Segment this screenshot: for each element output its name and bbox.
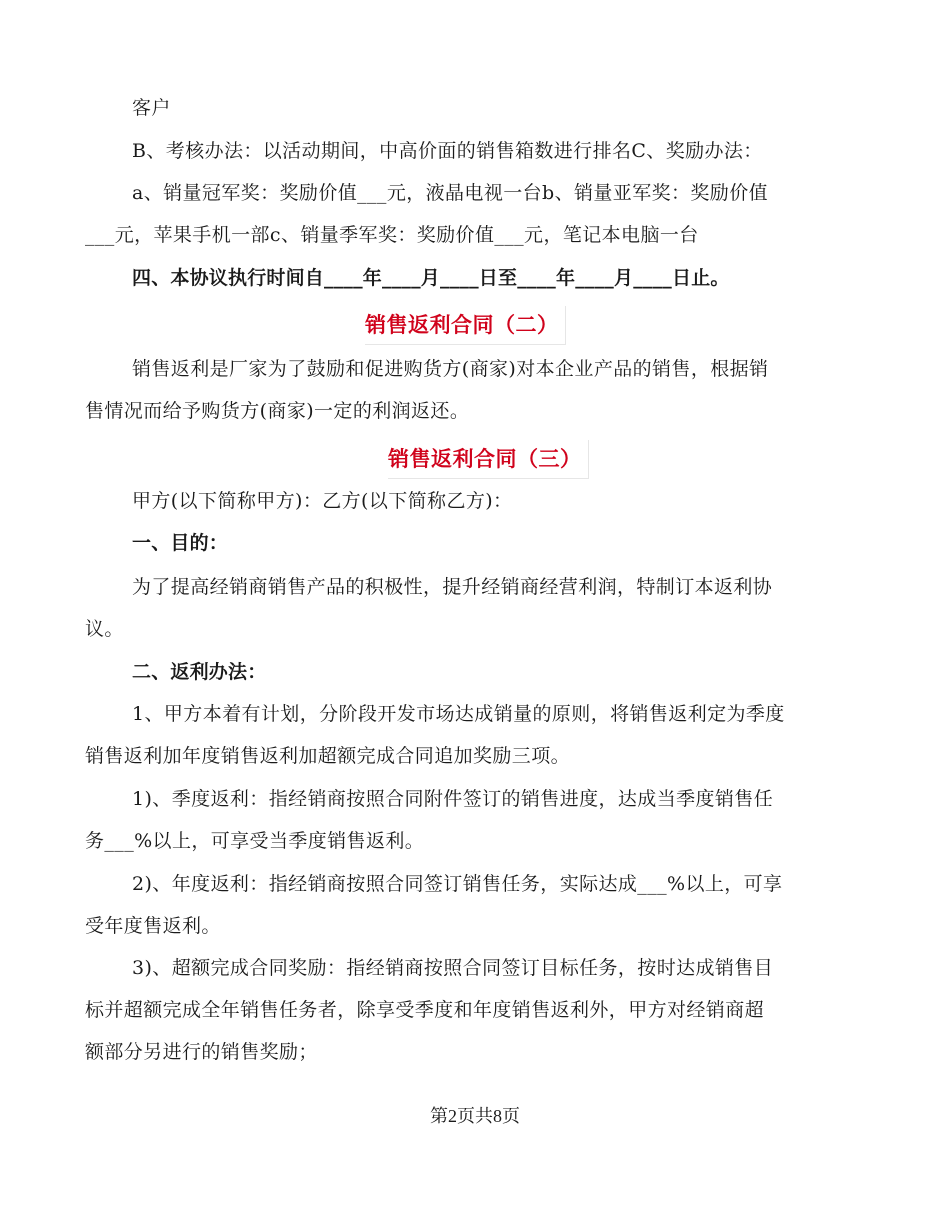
text-line-award-a: a、销量冠军奖：奖励价值___元，液晶电视一台b、销量亚军奖：奖励价值 (132, 182, 768, 204)
text-line-quarterly-rebate-a: 1)、季度返利：指经销商按照合同附件签订的销售进度，达成当季度销售任 (132, 788, 774, 810)
text-line-excess-award-a: 3)、超额完成合同奖励：指经销商按照合同签订目标任务，按时达成销售目 (132, 957, 774, 979)
text-line-item-1-b: 销售返利加年度销售返利加超额完成合同追加奖励三项。 (85, 745, 571, 767)
text-line-parties: 甲方(以下简称甲方)：乙方(以下简称乙方)： (132, 490, 513, 512)
heading-contract-three: 销售返利合同（三） (388, 440, 589, 479)
text-line-excess-award-b: 标并超额完成全年销售任务者，除享受季度和年度销售返利外，甲方对经销商超 (85, 999, 765, 1021)
text-line-assessment-method: B、考核办法：以活动期间，中高价面的销售箱数进行排名C、奖励办法： (132, 140, 763, 162)
text-line-excess-award-c: 额部分另进行的销售奖励； (85, 1041, 318, 1063)
text-line-rebate-definition-1: 销售返利是厂家为了鼓励和促进购货方(商家)对本企业产品的销售，根据销 (132, 358, 769, 380)
text-line-annual-rebate-b: 受年度售返利。 (85, 915, 221, 937)
text-line-purpose-2: 议。 (85, 618, 124, 640)
page-number-footer: 第2页共8页 (430, 1106, 520, 1126)
section-one-purpose: 一、目的： (132, 532, 229, 554)
text-line-item-1-a: 1、甲方本着有计划，分阶段开发市场达成销量的原则，将销售返利定为季度 (132, 703, 785, 725)
section-two-rebate-method: 二、返利办法： (132, 661, 267, 683)
text-line-customer: 客户 (132, 97, 171, 119)
section-four-execution-time: 四、本协议执行时间自____年____月____日至____年____月____日止。 (132, 267, 730, 289)
text-line-rebate-definition-2: 售情况而给予购货方(商家)一定的利润返还。 (85, 400, 470, 422)
text-line-purpose-1: 为了提高经销商销售产品的积极性，提升经销商经营利润，特制订本返利协 (132, 576, 773, 598)
text-line-annual-rebate-a: 2)、年度返利：指经销商按照合同签订销售任务，实际达成___%以上，可享 (132, 873, 783, 895)
heading-contract-two: 销售返利合同（二） (365, 306, 566, 345)
text-line-award-b: ___元，苹果手机一部c、销量季军奖：奖励价值___元，笔记本电脑一台 (85, 224, 699, 246)
text-line-quarterly-rebate-b: 务___%以上，可享受当季度销售返利。 (85, 830, 425, 852)
